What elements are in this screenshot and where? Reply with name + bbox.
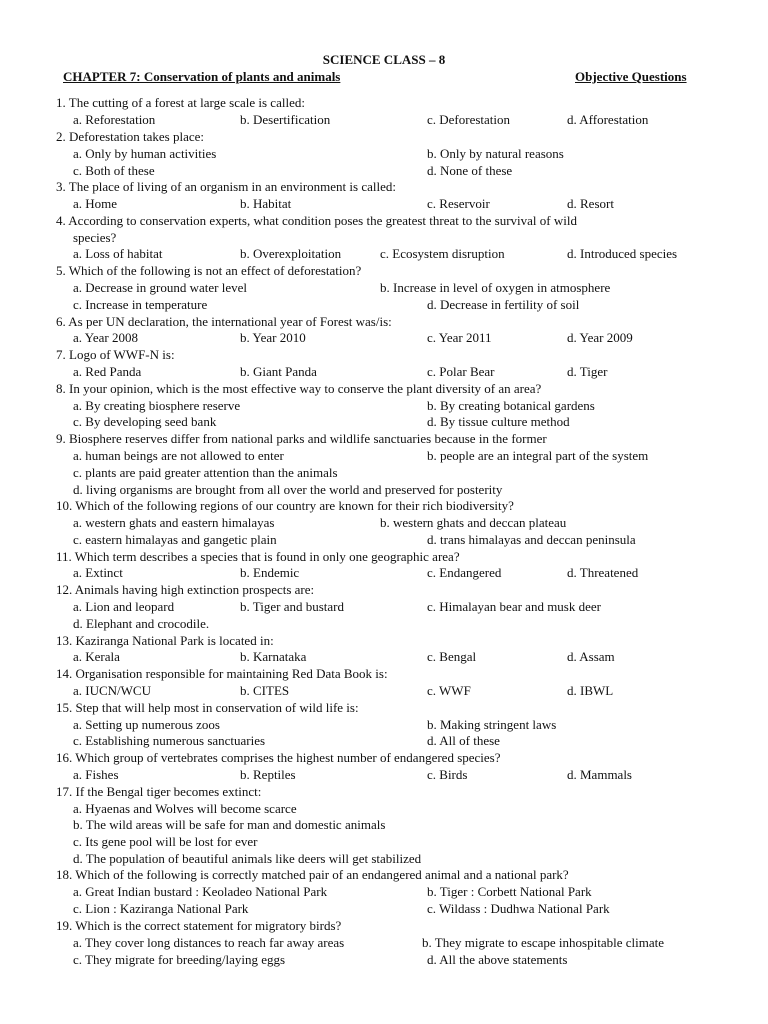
text-line [0, 866, 768, 883]
text-line [0, 380, 768, 397]
option-text: d. Assam [567, 649, 615, 664]
option-text: a. Red Panda [73, 364, 142, 379]
option-text: a. Setting up numerous zoos [73, 717, 220, 732]
option-text: b. Making stringent laws [427, 717, 557, 732]
text-line [0, 665, 768, 682]
option-text: b. By creating botanical gardens [427, 398, 595, 413]
text-line [0, 564, 768, 581]
option-text: b. Only by natural reasons [427, 146, 564, 161]
question-text: 1. The cutting of a forest at large scale is called: [56, 95, 305, 110]
text-line [0, 581, 768, 598]
option-text: a. They cover long distances to reach far away areas [73, 935, 345, 950]
option-text: d. Threatened [567, 565, 639, 580]
question-text: 2. Deforestation takes place: [56, 129, 204, 144]
option-text: d. living organisms are brought from all over the world and preserved for posterity [73, 482, 503, 497]
question-text: 14. Organisation responsible for maintaining Red Data Book is: [56, 666, 388, 681]
text-line [0, 363, 768, 380]
text-line [0, 783, 768, 800]
option-text: d. Elephant and crocodile. [73, 616, 210, 631]
option-text: d. Decrease in fertility of soil [427, 297, 580, 312]
option-text: c. Birds [427, 767, 468, 782]
option-text: a. Home [73, 196, 118, 211]
option-text: c. Reservoir [427, 196, 490, 211]
option-text: c. Both of these [73, 163, 155, 178]
text-line [0, 279, 768, 296]
option-text: a. Great Indian bustard : Keoladeo National Park [73, 884, 328, 899]
option-text: c. They migrate for breeding/laying eggs [73, 952, 286, 967]
text-line [0, 128, 768, 145]
option-text: d. Tiger [567, 364, 608, 379]
option-text: b. western ghats and deccan plateau [380, 515, 567, 530]
option-text: d. Afforestation [567, 112, 649, 127]
option-text: b. Endemic [240, 565, 300, 580]
question-text: 7. Logo of WWF-N is: [56, 347, 175, 362]
question-text: 19. Which is the correct statement for migratory birds? [56, 918, 342, 933]
option-text: a. Hyaenas and Wolves will become scarce [73, 801, 297, 816]
text-line [0, 430, 768, 447]
question-text: 11. Which term describes a species that is found in only one geographic area? [56, 549, 460, 564]
option-text: species? [73, 230, 117, 245]
text-line [0, 598, 768, 615]
text-line [0, 413, 768, 430]
option-text: c. eastern himalayas and gangetic plain [73, 532, 277, 547]
text-line [0, 816, 768, 833]
option-text: c. plants are paid greater attention than the animals [73, 465, 338, 480]
text-line [0, 296, 768, 313]
text-line [0, 111, 768, 128]
text-line [0, 329, 768, 346]
text-line [0, 514, 768, 531]
text-line [0, 716, 768, 733]
option-text: c. WWF [427, 683, 471, 698]
question-text: 9. Biosphere reserves differ from national parks and wildlife sanctuaries because in the former [56, 431, 547, 446]
option-text: a. Year 2008 [73, 330, 138, 345]
text-line [0, 313, 768, 330]
page-title: SCIENCE CLASS – 8 [322, 52, 446, 67]
option-text: a. Fishes [73, 767, 119, 782]
question-text: 12. Animals having high extinction prospects are: [56, 582, 315, 597]
option-text: b. Karnataka [240, 649, 307, 664]
option-text: d. The population of beautiful animals like deers will get stabilized [73, 851, 422, 866]
option-text: b. Tiger and bustard [240, 599, 344, 614]
question-text: 15. Step that will help most in conservation of wild life is: [56, 700, 359, 715]
option-text: c. Establishing numerous sanctuaries [73, 733, 266, 748]
question-text: 18. Which of the following is correctly matched pair of an endangered animal and a national park? [56, 867, 569, 882]
text-line [0, 951, 768, 968]
question-text: 16. Which group of vertebrates comprises the highest number of endangered species? [56, 750, 501, 765]
question-text: 10. Which of the following regions of our country are known for their rich biodiversity? [56, 498, 514, 513]
option-text: b. Year 2010 [240, 330, 306, 345]
text-line [0, 682, 768, 699]
text-line [0, 212, 768, 229]
text-line [0, 531, 768, 548]
option-text: b. They migrate to escape inhospitable climate [422, 935, 664, 950]
text-line [0, 934, 768, 951]
text-line [0, 850, 768, 867]
text-line [0, 262, 768, 279]
option-text: d. Mammals [567, 767, 632, 782]
option-text: b. people are an integral part of the system [427, 448, 649, 463]
option-text: c. Wildass : Dudhwa National Park [427, 901, 610, 916]
option-text: c. Endangered [427, 565, 502, 580]
text-line [0, 749, 768, 766]
text-line [0, 94, 768, 111]
text-line [0, 615, 768, 632]
text-line [0, 900, 768, 917]
text-line [0, 178, 768, 195]
option-text: d. All of these [427, 733, 500, 748]
text-line [0, 397, 768, 414]
option-text: b. Overexploitation [240, 246, 342, 261]
text-line [0, 833, 768, 850]
option-text: c. Deforestation [427, 112, 511, 127]
option-text: c. By developing seed bank [73, 414, 217, 429]
option-text: a. western ghats and eastern himalayas [73, 515, 275, 530]
option-text: d. All the above statements [427, 952, 568, 967]
text-line [0, 245, 768, 262]
text-line [0, 346, 768, 363]
text-line [0, 548, 768, 565]
text-line [0, 481, 768, 498]
text-line [0, 464, 768, 481]
option-text: c. Increase in temperature [73, 297, 208, 312]
option-text: a. By creating biosphere reserve [73, 398, 241, 413]
text-line [0, 732, 768, 749]
option-text: a. Kerala [73, 649, 120, 664]
question-text: 6. As per UN declaration, the international year of Forest was/is: [56, 314, 392, 329]
text-line [0, 632, 768, 649]
option-text: c. Himalayan bear and musk deer [427, 599, 601, 614]
option-text: a. Loss of habitat [73, 246, 163, 261]
question-text: 8. In your opinion, which is the most effective way to conserve the plant diversity of an area? [56, 381, 542, 396]
question-text: 13. Kaziranga National Park is located in: [56, 633, 274, 648]
option-text: d. Year 2009 [567, 330, 633, 345]
option-text: d. IBWL [567, 683, 614, 698]
option-text: c. Lion : Kaziranga National Park [73, 901, 249, 916]
option-text: a. Lion and leopard [73, 599, 175, 614]
question-text: 4. According to conservation experts, what condition poses the greatest threat to the survival of wild [56, 213, 577, 228]
option-text: c. Polar Bear [427, 364, 495, 379]
option-text: b. Reptiles [240, 767, 296, 782]
option-text: a. Reforestation [73, 112, 156, 127]
option-text: d. Resort [567, 196, 614, 211]
option-text: c. Its gene pool will be lost for ever [73, 834, 258, 849]
text-line [0, 699, 768, 716]
text-line [0, 162, 768, 179]
option-text: b. The wild areas will be safe for man and domestic animals [73, 817, 386, 832]
question-text: 5. Which of the following is not an effect of deforestation? [56, 263, 362, 278]
option-text: b. Desertification [240, 112, 331, 127]
option-text: a. Decrease in ground water level [73, 280, 247, 295]
option-text: d. trans himalayas and deccan peninsula [427, 532, 636, 547]
option-text: a. human beings are not allowed to enter [73, 448, 284, 463]
text-line [0, 195, 768, 212]
chapter-heading: CHAPTER 7: Conservation of plants and animals [63, 69, 341, 84]
text-line [0, 648, 768, 665]
option-text: b. CITES [240, 683, 290, 698]
option-text: c. Ecosystem disruption [380, 246, 505, 261]
text-line [0, 800, 768, 817]
option-text: a. Only by human activities [73, 146, 217, 161]
option-text: c. Year 2011 [427, 330, 492, 345]
text-line [0, 883, 768, 900]
section-heading: Objective Questions [575, 69, 687, 84]
option-text: a. IUCN/WCU [73, 683, 151, 698]
option-text: b. Tiger : Corbett National Park [427, 884, 592, 899]
option-text: b. Habitat [240, 196, 292, 211]
text-line [0, 229, 768, 246]
option-text: b. Increase in level of oxygen in atmosphere [380, 280, 611, 295]
text-line [0, 497, 768, 514]
option-text: c. Bengal [427, 649, 477, 664]
text-line [0, 145, 768, 162]
option-text: b. Giant Panda [240, 364, 317, 379]
question-text: 17. If the Bengal tiger becomes extinct: [56, 784, 262, 799]
option-text: d. None of these [427, 163, 513, 178]
option-text: d. Introduced species [567, 246, 678, 261]
option-text: d. By tissue culture method [427, 414, 570, 429]
question-text: 3. The place of living of an organism in an environment is called: [56, 179, 396, 194]
option-text: a. Extinct [73, 565, 123, 580]
text-line [0, 447, 768, 464]
text-line [0, 917, 768, 934]
text-line [0, 766, 768, 783]
